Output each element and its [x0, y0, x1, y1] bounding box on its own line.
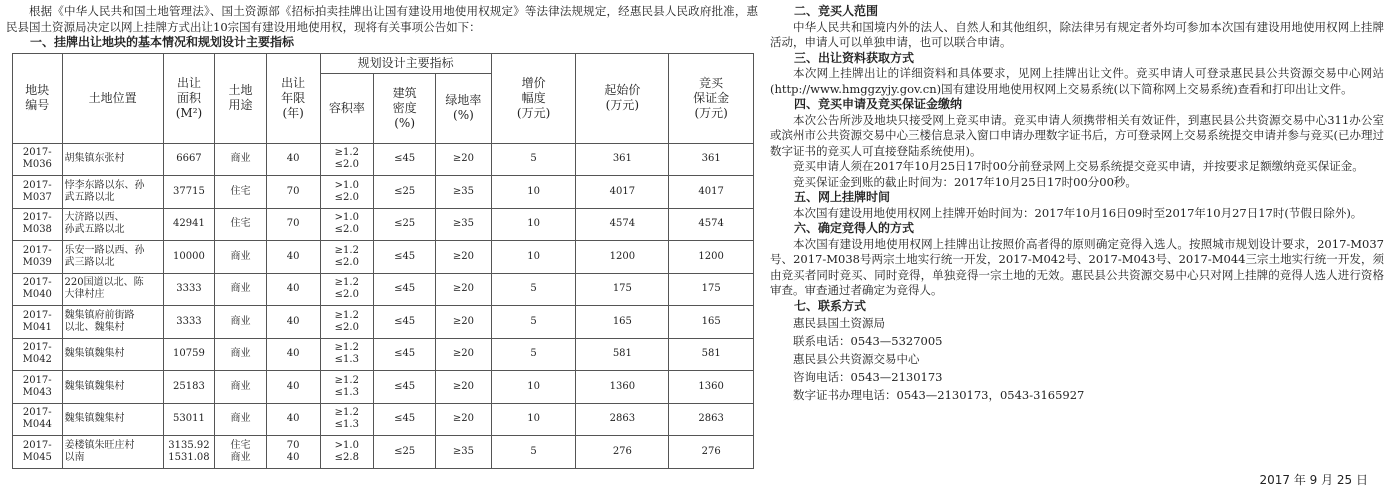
header-start-price: 起始价 (万元)	[576, 53, 669, 143]
section6-text: 本次国有建设用地使用权网上挂牌出让按照价高者得的原则确定竞得入选人。按照城市规划设计要求，2017-M037号、2017-M038号两宗土地实行统一开发，2017-M042号、2017-M043号、2017-M044三宗土地实行统一开发，须由竞买者同时竞买、同时竞得，单独竞得一宗土地的无效。惠民县公共资源交易中心只对网上挂牌的竞得人选人进行资格审查。审查通过者确定为竞得人。	[770, 236, 1384, 297]
cell-term: 40	[266, 241, 320, 274]
left-column	[6, 4, 758, 469]
cell-far: >1.0 ≤2.8	[320, 436, 374, 469]
cell-far: ≥1.2 ≤2.0	[320, 306, 374, 339]
cell-green: ≥35	[436, 208, 492, 241]
header-code: 地块 编号	[13, 53, 63, 143]
table-row	[13, 371, 754, 404]
cell-far: ≥1.2 ≤2.0	[320, 241, 374, 274]
table-row	[13, 273, 754, 306]
cell-increment: 5	[491, 306, 576, 339]
cell-code: 2017- M039	[13, 241, 63, 274]
cell-term: 70	[266, 176, 320, 209]
cell-use: 住宅	[215, 176, 267, 209]
table-row	[13, 241, 754, 274]
cell-far: ≥1.2 ≤2.0	[320, 273, 374, 306]
header-increment: 增价 幅度 (万元)	[491, 53, 576, 143]
contact-line: 数字证书办理电话：0543—2130173，0543-3165927	[793, 388, 1085, 402]
cell-location: 悖李东路以东、孙 武五路以北	[62, 176, 163, 209]
cell-start: 361	[576, 143, 669, 176]
cell-code: 2017- M045	[13, 436, 63, 469]
cell-increment: 5	[491, 436, 576, 469]
cell-code: 2017- M043	[13, 371, 63, 404]
cell-location: 乐安一路以西、孙 武三路以北	[62, 241, 163, 274]
header-green: 绿地率 (%)	[436, 73, 492, 143]
notice-date: 2017 年 9 月 25 日	[1259, 473, 1368, 487]
cell-area: 42941	[163, 208, 215, 241]
cell-green: ≥35	[436, 436, 492, 469]
cell-far: >1.0 ≤2.0	[320, 176, 374, 209]
contact-line: 惠民县国土资源局	[793, 316, 885, 330]
table-row	[13, 436, 754, 469]
section7-title: 七、联系方式	[794, 298, 867, 313]
cell-density: ≤45	[374, 338, 436, 371]
cell-green: ≥20	[436, 338, 492, 371]
cell-use: 商业	[215, 143, 267, 176]
section2-text: 中华人民共和国境内外的法人、自然人和其他组织，除法律另有规定者外均可参加本次国有建设用地使用权网上挂牌活动，申请人可以单独申请，也可以联合申请。	[770, 19, 1384, 49]
contact-list	[770, 314, 1384, 404]
section4-text-3: 竞买保证金到账的截止时间为：2017年10月25日17时00分00秒。	[793, 174, 1137, 189]
cell-term: 40	[266, 306, 320, 339]
header-far: 容积率	[320, 73, 374, 143]
cell-location: 姜楼镇朱旺庄村 以南	[62, 436, 163, 469]
cell-start: 4017	[576, 176, 669, 209]
cell-area: 25183	[163, 371, 215, 404]
cell-code: 2017- M044	[13, 403, 63, 436]
cell-increment: 10	[491, 208, 576, 241]
cell-green: ≥20	[436, 306, 492, 339]
cell-code: 2017- M042	[13, 338, 63, 371]
cell-green: ≥20	[436, 143, 492, 176]
cell-deposit: 361	[669, 143, 754, 176]
cell-start: 276	[576, 436, 669, 469]
cell-location: 魏集镇魏集村	[62, 403, 163, 436]
cell-density: ≤45	[374, 143, 436, 176]
section4-text-2: 竞买申请人须在2017年10月25日17时00分前登录网上交易系统提交竞买申请，并按要求足额缴纳竞买保证金。	[793, 159, 1364, 173]
cell-use: 商业	[215, 371, 267, 404]
cell-far: ≥1.2 ≤1.3	[320, 403, 374, 436]
cell-location: 大济路以西、 孙武五路以北	[62, 208, 163, 241]
cell-deposit: 581	[669, 338, 754, 371]
contact-line: 惠民县公共资源交易中心	[793, 352, 920, 366]
table-row	[13, 403, 754, 436]
section4-title: 四、竞买申请及竞买保证金缴纳	[794, 97, 963, 111]
cell-term: 40	[266, 143, 320, 176]
cell-term: 40	[266, 403, 320, 436]
cell-code: 2017- M036	[13, 143, 63, 176]
cell-density: ≤25	[374, 208, 436, 241]
cell-start: 2863	[576, 403, 669, 436]
cell-term: 40	[266, 338, 320, 371]
cell-increment: 10	[491, 371, 576, 404]
cell-increment: 10	[491, 403, 576, 436]
cell-start: 581	[576, 338, 669, 371]
cell-start: 1360	[576, 371, 669, 404]
cell-increment: 5	[491, 338, 576, 371]
cell-code: 2017- M040	[13, 273, 63, 306]
cell-area: 3333	[163, 306, 215, 339]
section3-title: 三、出让资料获取方式	[794, 50, 915, 65]
right-column	[770, 4, 1384, 404]
section1-title: 一、挂牌出让地块的基本情况和规划设计主要指标	[30, 35, 295, 49]
cell-start: 175	[576, 273, 669, 306]
cell-area: 3333	[163, 273, 215, 306]
cell-term: 40	[266, 371, 320, 404]
header-location: 土地位置	[62, 53, 163, 143]
header-use: 土地 用途	[215, 53, 267, 143]
cell-increment: 5	[491, 143, 576, 176]
cell-start: 4574	[576, 208, 669, 241]
cell-start: 1200	[576, 241, 669, 274]
cell-code: 2017- M041	[13, 306, 63, 339]
cell-deposit: 1200	[669, 241, 754, 274]
cell-term: 70	[266, 208, 320, 241]
header-density: 建筑 密度 (%)	[374, 73, 436, 143]
intro-paragraph: 根据《中华人民共和国土地管理法》、国土资源部《招标拍卖挂牌出让国有建设用地使用权规定》等法律法规规定，经惠民县人民政府批准，惠民县国土资源局决定以网上挂牌方式出让10宗国有建设用地使用权，现将有关事项公告如下：	[6, 4, 758, 34]
cell-area: 10759	[163, 338, 215, 371]
cell-density: ≤45	[374, 403, 436, 436]
cell-area: 10000	[163, 241, 215, 274]
cell-area: 3135.92 1531.08	[163, 436, 215, 469]
section2-title: 二、竞买人范围	[794, 4, 879, 18]
cell-use: 商业	[215, 273, 267, 306]
cell-location: 魏集镇魏集村	[62, 338, 163, 371]
cell-use: 商业	[215, 306, 267, 339]
cell-density: ≤25	[374, 176, 436, 209]
table-row	[13, 143, 754, 176]
header-area: 出让 面积 (M²)	[163, 53, 215, 143]
cell-far: >1.0 ≤2.0	[320, 208, 374, 241]
section5-text: 本次国有建设用地使用权网上挂牌开始时间为：2017年10月16日09时至2017年10月27日17时(节假日除外)。	[793, 205, 1363, 220]
cell-green: ≥20	[436, 273, 492, 306]
cell-deposit: 1360	[669, 371, 754, 404]
cell-area: 37715	[163, 176, 215, 209]
cell-density: ≤45	[374, 273, 436, 306]
cell-deposit: 276	[669, 436, 754, 469]
table-row	[13, 176, 754, 209]
cell-deposit: 2863	[669, 403, 754, 436]
cell-density: ≤45	[374, 306, 436, 339]
cell-increment: 10	[491, 241, 576, 274]
cell-location: 胡集镇东张村	[62, 143, 163, 176]
table-row	[13, 338, 754, 371]
section5-title: 五、网上挂牌时间	[794, 190, 891, 204]
cell-green: ≥35	[436, 176, 492, 209]
cell-far: ≥1.2 ≤1.3	[320, 338, 374, 371]
section6-title: 六、确定竞得人的方式	[794, 221, 915, 235]
cell-use: 商业	[215, 403, 267, 436]
section3-text: 本次网上挂牌出让的详细资料和具体要求，见网上挂牌出让文件。竞买申请人可登录惠民县公共资源交易中心网站(http://www.hmggzyjy.gov.cn)国有建设用地使用权网上交易系统(以下简称网上交易系统)查看和打印出让文件。	[770, 66, 1384, 96]
cell-use: 住宅	[215, 208, 267, 241]
cell-far: ≥1.2 ≤2.0	[320, 143, 374, 176]
cell-deposit: 4574	[669, 208, 754, 241]
contact-line: 联系电话：0543—5327005	[793, 334, 943, 348]
header-term: 出让 年限 (年)	[266, 53, 320, 143]
cell-density: ≤45	[374, 241, 436, 274]
cell-term: 40	[266, 273, 320, 306]
cell-use: 商业	[215, 338, 267, 371]
cell-green: ≥20	[436, 241, 492, 274]
cell-deposit: 4017	[669, 176, 754, 209]
table-row	[13, 306, 754, 339]
land-parcel-table	[12, 53, 754, 469]
cell-green: ≥20	[436, 403, 492, 436]
cell-far: ≥1.2 ≤1.3	[320, 371, 374, 404]
cell-green: ≥20	[436, 371, 492, 404]
table-row	[13, 208, 754, 241]
cell-location: 魏集镇魏集村	[62, 371, 163, 404]
cell-code: 2017- M038	[13, 208, 63, 241]
header-planning: 规划设计主要指标	[320, 53, 491, 73]
header-deposit: 竞买 保证金 (万元)	[669, 53, 754, 143]
cell-density: ≤45	[374, 371, 436, 404]
cell-location: 220国道以北、陈 大律村庄	[62, 273, 163, 306]
cell-deposit: 175	[669, 273, 754, 306]
cell-deposit: 165	[669, 306, 754, 339]
cell-area: 53011	[163, 403, 215, 436]
cell-increment: 10	[491, 176, 576, 209]
cell-use: 商业	[215, 241, 267, 274]
cell-increment: 5	[491, 273, 576, 306]
cell-term: 70 40	[266, 436, 320, 469]
cell-location: 魏集镇府前街路 以北、魏集村	[62, 306, 163, 339]
cell-density: ≤25	[374, 436, 436, 469]
cell-code: 2017- M037	[13, 176, 63, 209]
section4-text-1: 本次公告所涉及地块只接受网上竞买申请。竞买申请人须携带相关有效证件，到惠民县公共资源交易中心311办公室或滨州市公共资源交易中心三楼信息录入窗口申请办理数字证书后，方可登录网上交易系统提交申请并参与竞买(已办理过数字证书的竞买人可直接登陆系统使用)。	[770, 112, 1384, 158]
cell-start: 165	[576, 306, 669, 339]
contact-line: 咨询电话：0543—2130173	[793, 370, 943, 384]
cell-use: 住宅 商业	[215, 436, 267, 469]
cell-area: 6667	[163, 143, 215, 176]
